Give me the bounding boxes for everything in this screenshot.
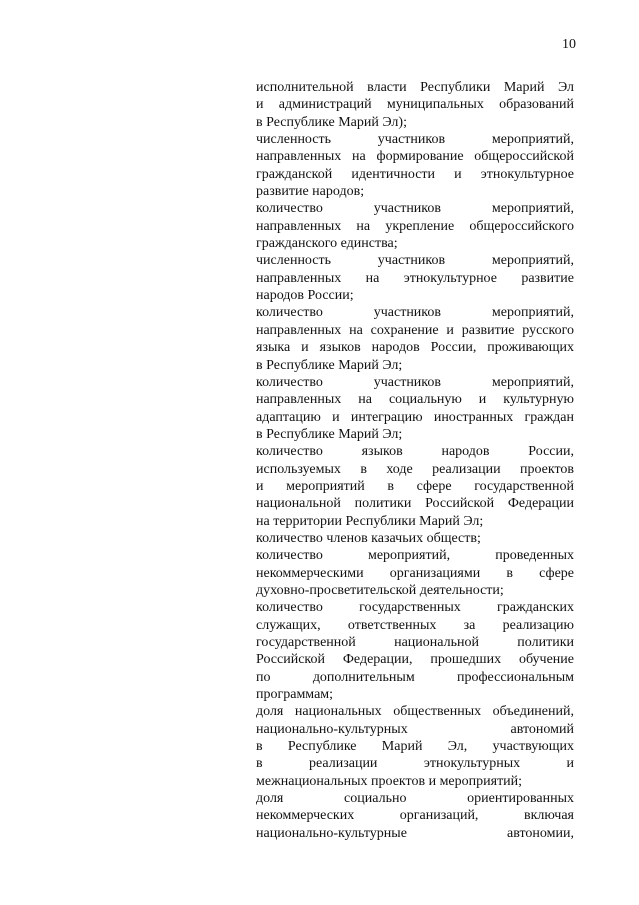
text-line: в Республике Марий Эл; (256, 426, 403, 442)
text-line: направленных на формирование общероссийской (256, 149, 574, 165)
text-line: количество мероприятий, проведенных (256, 548, 574, 564)
text-line: национально-культурных автономий (256, 721, 574, 737)
text-line: некоммерческих организаций, включая (256, 808, 574, 824)
text-line: языка и языков народов России, проживающих (256, 340, 574, 356)
text-line: государственной национальной политики (256, 635, 574, 650)
text-line: направленных на сохранение и развитие русского (256, 322, 574, 338)
text-line: количество государственных гражданских (256, 600, 574, 616)
text-line: количество членов казачьих обществ; (256, 530, 481, 546)
text-line: направленных на социальную и культурную (256, 392, 574, 408)
text-line: численность участников мероприятий, (256, 253, 574, 269)
text-line: количество участников мероприятий, (256, 201, 574, 217)
text-line: направленных на этнокультурное развитие (256, 270, 574, 286)
text-line: в Республике Марий Эл); (256, 114, 407, 130)
text-line: служащих, ответственных за реализацию (256, 617, 574, 633)
text-line: в Республике Марий Эл, участвующих (256, 739, 574, 755)
text-line: народов России; (256, 288, 354, 304)
text-line: в Республике Марий Эл; (256, 357, 403, 373)
text-line: гражданского единства; (256, 236, 398, 252)
text-line: количество языков народов России, (256, 444, 574, 460)
text-line: доля национальных общественных объединений, (256, 704, 574, 720)
text-line: национально-культурные автономии, (256, 825, 574, 841)
text-line: доля социально ориентированных (256, 791, 574, 807)
page-number: 10 (562, 37, 576, 52)
text-line: численность участников мероприятий, (256, 132, 574, 148)
text-line: некоммерческими организациями в сфере (256, 565, 574, 581)
text-line: направленных на укрепление общероссийского (256, 218, 574, 234)
body-text (256, 79, 574, 842)
text-line: количество участников мероприятий, (256, 305, 574, 321)
text-line: развитие народов; (256, 184, 365, 200)
text-line: на территории Республики Марий Эл; (256, 513, 484, 529)
text-line: адаптацию и интеграцию иностранных граждан (256, 409, 574, 425)
text-line: в реализации этнокультурных и (256, 756, 574, 772)
text-line: и мероприятий в сфере государственной (256, 478, 574, 494)
text-line: количество участников мероприятий, (256, 374, 574, 390)
text-line: духовно-просветительской деятельности; (256, 582, 504, 598)
text-line: Российской Федерации, прошедших обучение (256, 652, 574, 668)
text-line: гражданской идентичности и этнокультурное (256, 166, 574, 182)
text-line: национальной политики Российской Федерации (256, 496, 574, 512)
text-line: исполнительной власти Республики Марий Эл (256, 80, 574, 95)
text-line: межнациональных проектов и мероприятий; (256, 773, 523, 789)
text-line: по дополнительным профессиональным (256, 669, 574, 685)
text-line: используемых в ходе реализации проектов (256, 461, 574, 477)
text-line: программам; (256, 687, 334, 703)
text-line: и администраций муниципальных образований (256, 97, 574, 113)
